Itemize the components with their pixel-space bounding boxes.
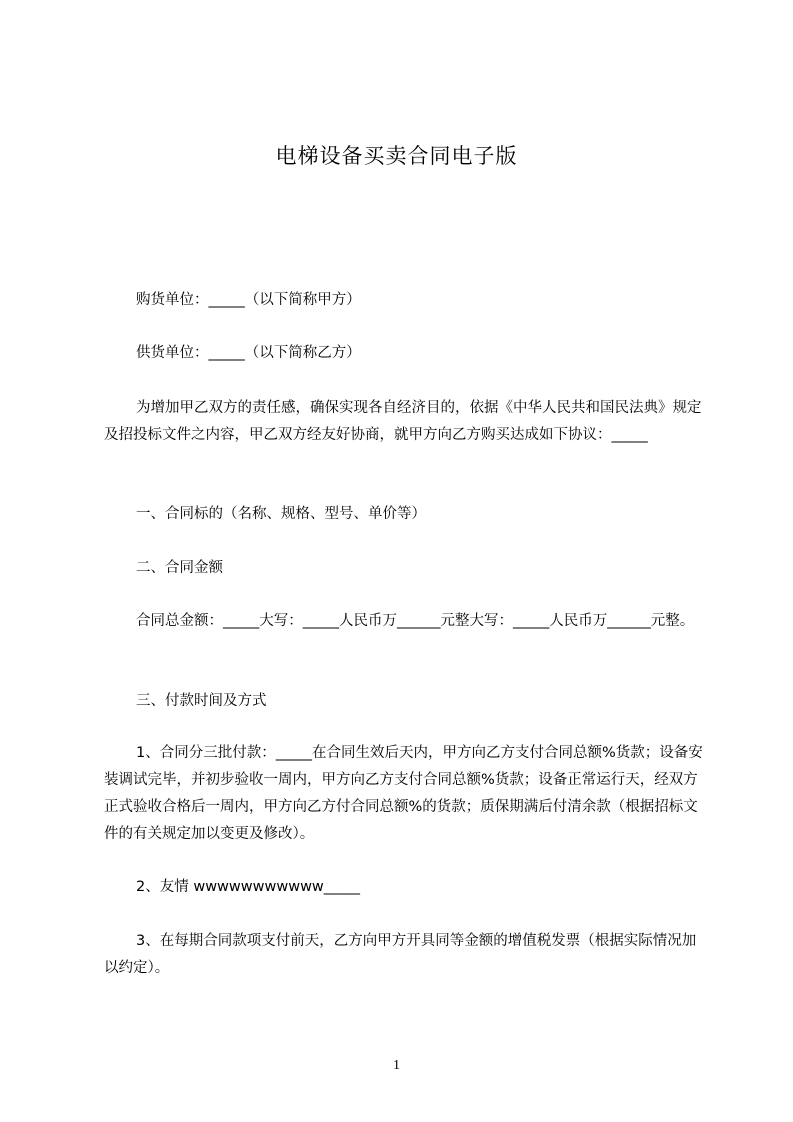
payment-item-3: 3、在每期合同款项支付前天，乙方向甲方开具同等金额的增值税发票（根据实际情况加以约定）。 [104,933,697,976]
amount-paragraph: 合同总金额：_____大写：_____人民币万______元整大写：_____人民币万______元整。 [136,613,695,629]
preamble-paragraph: 为增加甲乙双方的责任感，确保实现各自经济目的，依据《中华人民共和国民法典》规定及招投标文件之内容，甲乙双方经友好协商，就甲方向乙方购买达成如下协议：_____ [104,400,702,443]
payment-item-1: 1、合同分三批付款：_____在合同生效后天内，甲方向乙方支付合同总额%货款；设备安装调试完毕，并初步验收一周内，甲方向乙方支付合同总额%货款；设备正常运行天，经双方正式验收合格后一周内，甲方向乙方付合同总额%的货款；质保期满后付清余款（根据招标文件的有关规定加以变更及修改）。 [104,745,703,842]
section-heading-amount: 二、合同金额 [136,560,223,576]
section-heading-subject: 一、合同标的（名称、规格、型号、单价等） [136,506,426,522]
payment-item-2: 2、友情 wwwwwwwwwww_____ [136,879,361,895]
page-number: 1 [393,1058,400,1073]
supplier-line: 供货单位：_____（以下简称乙方） [136,345,361,361]
section-heading-payment: 三、付款时间及方式 [136,693,267,709]
buyer-line: 购货单位：_____（以下简称甲方） [136,292,361,308]
document-title: 电梯设备买卖合同电子版 [275,144,518,168]
